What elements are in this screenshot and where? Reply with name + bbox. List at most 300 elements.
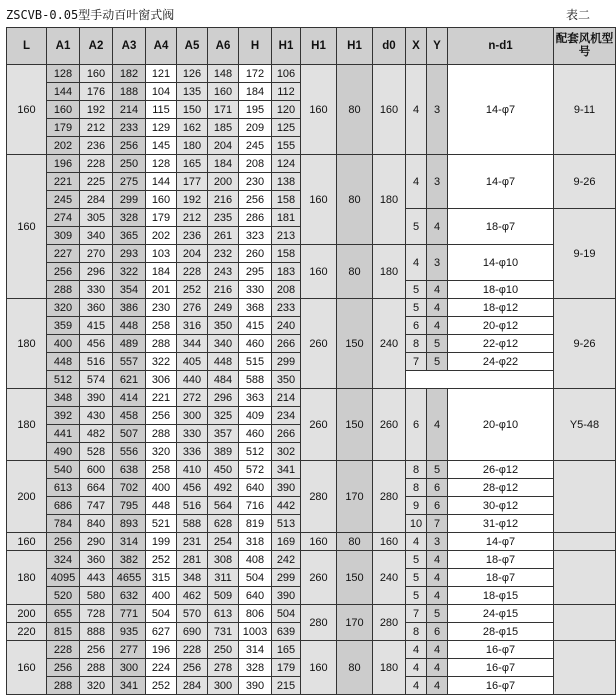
- cell-Y: 6: [427, 497, 448, 515]
- cell-value: 200: [208, 173, 239, 191]
- cell-value: 256: [113, 137, 146, 155]
- cell-X: 4: [406, 641, 427, 659]
- cell-X: 8: [406, 461, 427, 479]
- cell-value: 572: [239, 461, 272, 479]
- cell-n-d1: 18-φ15: [448, 587, 554, 605]
- cell-value: 458: [113, 407, 146, 425]
- cell-d0: 280: [373, 605, 406, 641]
- cell-value: 440: [177, 371, 208, 389]
- cell-X: 8: [406, 479, 427, 497]
- col-header-A2: A2: [80, 28, 113, 65]
- cell-value: 288: [47, 281, 80, 299]
- document-title: ZSCVB-0.05型手动百叶窗式阀: [6, 8, 175, 22]
- cell-fan-model: [554, 461, 616, 533]
- cell-n-d1: 18-φ7: [448, 551, 554, 569]
- cell-value: 386: [113, 299, 146, 317]
- cell-value: 299: [272, 353, 301, 371]
- cell-X: 5: [406, 299, 427, 317]
- cell-value: 261: [208, 227, 239, 245]
- table-row: [7, 461, 616, 479]
- cell-value: 405: [177, 353, 208, 371]
- cell-value: 415: [239, 317, 272, 335]
- cell-value: 509: [208, 587, 239, 605]
- cell-n-d1: 16-φ7: [448, 659, 554, 677]
- cell-value: 204: [208, 137, 239, 155]
- cell-value: 655: [47, 605, 80, 623]
- cell-value: 243: [208, 263, 239, 281]
- cell-value: 640: [239, 587, 272, 605]
- cell-value: 308: [208, 551, 239, 569]
- cell-value: 256: [47, 533, 80, 551]
- cell-Y: 5: [427, 335, 448, 353]
- cell-value: 557: [113, 353, 146, 371]
- cell-value: 230: [239, 173, 272, 191]
- cell-value: 188: [113, 83, 146, 101]
- cell-value: 129: [146, 119, 177, 137]
- cell-X: 7: [406, 353, 427, 371]
- cell-L: 160: [7, 65, 47, 155]
- cell-value: 179: [47, 119, 80, 137]
- cell-value: 365: [113, 227, 146, 245]
- cell-value: 588: [177, 515, 208, 533]
- cell-value: 4095: [47, 569, 80, 587]
- cell-value: 256: [47, 659, 80, 677]
- cell-n-d1: 14-φ10: [448, 245, 554, 281]
- cell-H1-b: 160: [301, 155, 337, 245]
- cell-H1-c: 150: [337, 299, 373, 389]
- cell-value: 284: [177, 677, 208, 695]
- cell-value: 409: [239, 407, 272, 425]
- cell-Y: 4: [427, 281, 448, 299]
- col-header-Y: Y: [427, 28, 448, 65]
- cell-value: 456: [80, 335, 113, 353]
- cell-value: 278: [208, 659, 239, 677]
- col-header-H: H: [239, 28, 272, 65]
- cell-value: 160: [47, 101, 80, 119]
- cell-value: 184: [239, 83, 272, 101]
- cell-value: 340: [80, 227, 113, 245]
- cell-n-d1: 26-φ12: [448, 461, 554, 479]
- cell-value: 512: [47, 371, 80, 389]
- cell-X: 4: [406, 533, 427, 551]
- cell-value: 228: [80, 155, 113, 173]
- cell-value: 390: [272, 479, 301, 497]
- cell-H1-b: 280: [301, 461, 337, 533]
- cell-n-d1: 16-φ7: [448, 677, 554, 695]
- cell-value: 281: [177, 551, 208, 569]
- cell-value: 103: [146, 245, 177, 263]
- cell-fan-model: [554, 605, 616, 641]
- cell-value: 1003: [239, 623, 272, 641]
- cell-value: 728: [80, 605, 113, 623]
- cell-value: 124: [272, 155, 301, 173]
- cell-X: 4: [406, 677, 427, 695]
- cell-n-d1: 20-φ10: [448, 389, 554, 461]
- table-row: [7, 533, 616, 551]
- cell-value: 340: [208, 335, 239, 353]
- cell-value: 160: [208, 83, 239, 101]
- cell-value: 296: [208, 389, 239, 407]
- cell-value: 295: [239, 263, 272, 281]
- cell-X: 8: [406, 623, 427, 641]
- cell-value: 482: [80, 425, 113, 443]
- cell-value: 784: [47, 515, 80, 533]
- cell-H1-b: 160: [301, 245, 337, 299]
- cell-X: 4: [406, 155, 427, 209]
- cell-value: 104: [146, 83, 177, 101]
- cell-n-d1: 30-φ12: [448, 497, 554, 515]
- cell-X: 5: [406, 281, 427, 299]
- cell-n-d1: 31-φ12: [448, 515, 554, 533]
- cell-value: 183: [272, 263, 301, 281]
- cell-value: 348: [47, 389, 80, 407]
- col-header-A1: A1: [47, 28, 80, 65]
- cell-value: 179: [272, 659, 301, 677]
- cell-value: 392: [47, 407, 80, 425]
- cell-n-d1: 16-φ7: [448, 641, 554, 659]
- cell-value: 320: [146, 443, 177, 461]
- cell-d0: 180: [373, 155, 406, 245]
- cell-L: 180: [7, 551, 47, 605]
- cell-value: 328: [239, 659, 272, 677]
- cell-value: 350: [272, 371, 301, 389]
- cell-Y: 5: [427, 605, 448, 623]
- table-row: [7, 299, 616, 317]
- cell-value: 540: [47, 461, 80, 479]
- cell-value: 570: [177, 605, 208, 623]
- cell-L: 160: [7, 155, 47, 299]
- table-body: [7, 65, 616, 695]
- cell-value: 236: [80, 137, 113, 155]
- cell-value: 242: [272, 551, 301, 569]
- cell-Y: 4: [427, 299, 448, 317]
- cell-value: 234: [272, 407, 301, 425]
- cell-X: 4: [406, 65, 427, 155]
- cell-X: 4: [406, 659, 427, 677]
- cell-value: 341: [113, 677, 146, 695]
- cell-value: 400: [47, 335, 80, 353]
- cell-value: 516: [177, 497, 208, 515]
- cell-value: 212: [80, 119, 113, 137]
- cell-value: 171: [208, 101, 239, 119]
- cell-value: 330: [80, 281, 113, 299]
- cell-H1-c: 80: [337, 641, 373, 695]
- cell-value: 299: [272, 569, 301, 587]
- col-header-H1: H1: [272, 28, 301, 65]
- cell-value: 515: [239, 353, 272, 371]
- table-row: [7, 65, 616, 83]
- cell-value: 462: [177, 587, 208, 605]
- cell-value: 165: [272, 641, 301, 659]
- cell-value: 172: [239, 65, 272, 83]
- cell-value: 256: [177, 659, 208, 677]
- col-header-d0: d0: [373, 28, 406, 65]
- col-header-X: X: [406, 28, 427, 65]
- cell-value: 274: [47, 209, 80, 227]
- cell-n-d1: 18-φ12: [448, 299, 554, 317]
- cell-fan-model: Y5-48: [554, 389, 616, 461]
- cell-value: 176: [80, 83, 113, 101]
- cell-value: 180: [177, 137, 208, 155]
- cell-Y: 4: [427, 317, 448, 335]
- cell-X: 4: [406, 245, 427, 281]
- cell-value: 325: [208, 407, 239, 425]
- cell-value: 169: [272, 533, 301, 551]
- cell-value: 314: [113, 533, 146, 551]
- cell-value: 363: [239, 389, 272, 407]
- cell-value: 125: [272, 119, 301, 137]
- cell-d0: 180: [373, 245, 406, 299]
- cell-X: 7: [406, 605, 427, 623]
- cell-H1-c: 170: [337, 605, 373, 641]
- cell-fan-model: 9-19: [554, 209, 616, 299]
- cell-value: 135: [177, 83, 208, 101]
- cell-value: 196: [47, 155, 80, 173]
- cell-L: 160: [7, 641, 47, 695]
- cell-L: 180: [7, 299, 47, 389]
- cell-H1-b: 260: [301, 551, 337, 605]
- cell-value: 296: [80, 263, 113, 281]
- cell-value: 314: [239, 641, 272, 659]
- cell-value: 408: [239, 551, 272, 569]
- cell-value: 328: [113, 209, 146, 227]
- cell-value: 513: [272, 515, 301, 533]
- cell-value: 613: [208, 605, 239, 623]
- cell-value: 315: [146, 569, 177, 587]
- cell-value: 322: [113, 263, 146, 281]
- cell-fan-model: [554, 533, 616, 551]
- cell-value: 225: [80, 173, 113, 191]
- cell-L: 180: [7, 389, 47, 461]
- cell-d0: 240: [373, 299, 406, 389]
- cell-value: 632: [113, 587, 146, 605]
- cell-value: 400: [146, 587, 177, 605]
- cell-value: 316: [177, 317, 208, 335]
- cell-value: 256: [80, 641, 113, 659]
- cell-value: 309: [47, 227, 80, 245]
- cell-value: 556: [113, 443, 146, 461]
- cell-value: 106: [272, 65, 301, 83]
- cell-H1-c: 150: [337, 551, 373, 605]
- cell-H1-c: 80: [337, 533, 373, 551]
- cell-n-d1: 14-φ7: [448, 533, 554, 551]
- cell-value: 360: [80, 551, 113, 569]
- cell-value: 702: [113, 479, 146, 497]
- cell-value: 410: [177, 461, 208, 479]
- cell-value: 628: [208, 515, 239, 533]
- cell-value: 639: [272, 623, 301, 641]
- cell-value: 354: [113, 281, 146, 299]
- cell-value: 288: [47, 677, 80, 695]
- cell-n-d1: 28-φ12: [448, 479, 554, 497]
- cell-value: 441: [47, 425, 80, 443]
- cell-value: 323: [239, 227, 272, 245]
- cell-value: 306: [146, 371, 177, 389]
- cell-d0: 160: [373, 65, 406, 155]
- cell-fan-model: 9-11: [554, 65, 616, 155]
- cell-value: 504: [239, 569, 272, 587]
- cell-fan-model: [554, 641, 616, 695]
- cell-value: 185: [208, 119, 239, 137]
- cell-value: 144: [146, 173, 177, 191]
- cell-value: 272: [177, 389, 208, 407]
- col-header-H1-c: H1: [337, 28, 373, 65]
- cell-value: 450: [208, 461, 239, 479]
- table-row: [7, 155, 616, 173]
- cell-value: 128: [47, 65, 80, 83]
- cell-d0: 260: [373, 389, 406, 461]
- cell-value: 177: [177, 173, 208, 191]
- cell-n-d1: 20-φ12: [448, 317, 554, 335]
- table-number: 表二: [565, 8, 590, 22]
- cell-value: 208: [272, 281, 301, 299]
- cell-value: 322: [146, 353, 177, 371]
- cell-value: 516: [80, 353, 113, 371]
- cell-value: 216: [208, 281, 239, 299]
- cell-value: 258: [146, 317, 177, 335]
- cell-value: 512: [239, 443, 272, 461]
- cell-value: 112: [272, 83, 301, 101]
- cell-Y: 5: [427, 461, 448, 479]
- cell-n-d1: 24-φ22: [448, 353, 554, 371]
- cell-value: 196: [146, 641, 177, 659]
- cell-value: 250: [113, 155, 146, 173]
- cell-d0: 280: [373, 461, 406, 533]
- cell-value: 390: [80, 389, 113, 407]
- cell-value: 148: [208, 65, 239, 83]
- cell-value: 276: [177, 299, 208, 317]
- cell-value: 179: [146, 209, 177, 227]
- cell-Y: 4: [427, 641, 448, 659]
- cell-value: 286: [239, 209, 272, 227]
- cell-value: 254: [208, 533, 239, 551]
- cell-value: 158: [272, 191, 301, 209]
- cell-value: 181: [272, 209, 301, 227]
- cell-value: 115: [146, 101, 177, 119]
- cell-value: 484: [208, 371, 239, 389]
- cell-value: 389: [208, 443, 239, 461]
- cell-value: 460: [239, 335, 272, 353]
- cell-value: 521: [146, 515, 177, 533]
- cell-value: 528: [80, 443, 113, 461]
- cell-value: 415: [80, 317, 113, 335]
- cell-value: 664: [80, 479, 113, 497]
- col-header-H1-b: H1: [301, 28, 337, 65]
- cell-value: 235: [208, 209, 239, 227]
- cell-value: 320: [80, 677, 113, 695]
- cell-value: 284: [80, 191, 113, 209]
- cell-n-d1: 24-φ15: [448, 605, 554, 623]
- cell-value: 456: [177, 479, 208, 497]
- col-header-A5: A5: [177, 28, 208, 65]
- cell-value: 747: [80, 497, 113, 515]
- cell-value: 448: [146, 497, 177, 515]
- cell-value: 293: [113, 245, 146, 263]
- cell-value: 324: [47, 551, 80, 569]
- cell-X: 5: [406, 209, 427, 245]
- cell-H1-b: 280: [301, 605, 337, 641]
- cell-value: 275: [113, 173, 146, 191]
- cell-value: 270: [80, 245, 113, 263]
- cell-value: 240: [272, 317, 301, 335]
- cell-value: 443: [80, 569, 113, 587]
- cell-value: 893: [113, 515, 146, 533]
- cell-value: 4655: [113, 569, 146, 587]
- table-row: [7, 389, 616, 407]
- cell-Y: 4: [427, 209, 448, 245]
- cell-Y: 4: [427, 677, 448, 695]
- cell-value: 815: [47, 623, 80, 641]
- cell-fan-model: 9-26: [554, 155, 616, 209]
- cell-value: 640: [239, 479, 272, 497]
- cell-value: 564: [208, 497, 239, 515]
- cell-value: 128: [146, 155, 177, 173]
- cell-Y: 4: [427, 587, 448, 605]
- cell-value: 771: [113, 605, 146, 623]
- cell-value: 448: [208, 353, 239, 371]
- table-row: [7, 605, 616, 623]
- cell-value: 145: [146, 137, 177, 155]
- cell-value: 214: [113, 101, 146, 119]
- cell-value: 288: [80, 659, 113, 677]
- table-row: [7, 245, 616, 263]
- cell-value: 504: [272, 605, 301, 623]
- cell-value: 795: [113, 497, 146, 515]
- cell-H1-b: 160: [301, 641, 337, 695]
- cell-value: 258: [146, 461, 177, 479]
- cell-H1-c: 80: [337, 245, 373, 299]
- cell-Y: 5: [427, 353, 448, 371]
- cell-value: 368: [239, 299, 272, 317]
- cell-value: 230: [146, 299, 177, 317]
- col-header-L: L: [7, 28, 47, 65]
- cell-H1-b: 260: [301, 389, 337, 461]
- cell-value: 256: [239, 191, 272, 209]
- cell-value: 266: [272, 335, 301, 353]
- cell-value: 360: [80, 299, 113, 317]
- cell-value: 302: [272, 443, 301, 461]
- cell-value: 204: [177, 245, 208, 263]
- cell-value: 840: [80, 515, 113, 533]
- cell-L: 200: [7, 461, 47, 533]
- cell-L: 200: [7, 605, 47, 623]
- col-header-n-d1: n-d1: [448, 28, 554, 65]
- cell-value: 490: [47, 443, 80, 461]
- table-row: [7, 551, 616, 569]
- cell-Y: 6: [427, 479, 448, 497]
- cell-value: 574: [80, 371, 113, 389]
- cell-Y: 4: [427, 569, 448, 587]
- cell-value: 320: [47, 299, 80, 317]
- cell-value: 233: [272, 299, 301, 317]
- cell-value: 300: [208, 677, 239, 695]
- cell-value: 165: [177, 155, 208, 173]
- cell-X: 8: [406, 335, 427, 353]
- cell-value: 357: [208, 425, 239, 443]
- cell-value: 236: [177, 227, 208, 245]
- cell-value: 160: [80, 65, 113, 83]
- cell-value: 184: [208, 155, 239, 173]
- cell-value: 489: [113, 335, 146, 353]
- cell-value: 492: [208, 479, 239, 497]
- cell-n-d1: 18-φ7: [448, 209, 554, 245]
- cell-value: 126: [177, 65, 208, 83]
- cell-n-d1: 18-φ7: [448, 569, 554, 587]
- cell-value: 224: [146, 659, 177, 677]
- cell-value: 245: [47, 191, 80, 209]
- cell-value: 330: [239, 281, 272, 299]
- cell-value: 819: [239, 515, 272, 533]
